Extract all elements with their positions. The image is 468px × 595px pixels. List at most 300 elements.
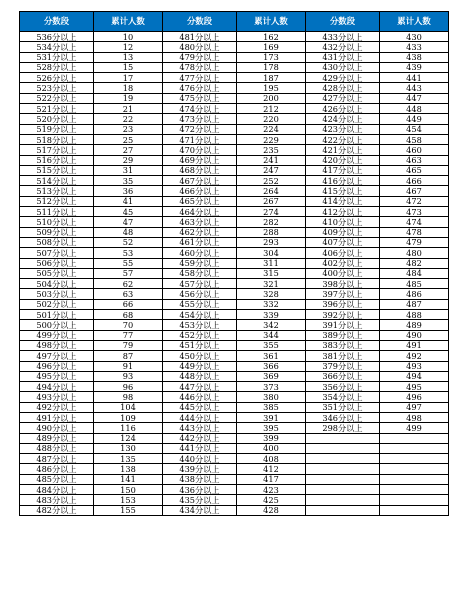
cumulative-count-cell: 169: [237, 42, 306, 52]
score-distribution-table: [19, 11, 449, 516]
score-range-cell: 346分以上: [306, 412, 380, 422]
table-row: [20, 134, 449, 144]
cumulative-count-cell: [380, 464, 449, 474]
score-range-cell: 426分以上: [306, 104, 380, 114]
score-range-cell: 464分以上: [163, 207, 237, 217]
cumulative-count-cell: 492: [380, 351, 449, 361]
cumulative-count-cell: 449: [380, 114, 449, 124]
score-range-cell: 466分以上: [163, 186, 237, 196]
score-range-cell: 379分以上: [306, 361, 380, 371]
score-range-cell: 422分以上: [306, 134, 380, 144]
cumulative-count-cell: 66: [94, 299, 163, 309]
score-range-cell: 528分以上: [20, 62, 94, 72]
cumulative-count-cell: 428: [237, 505, 306, 515]
score-range-cell: 421分以上: [306, 145, 380, 155]
score-range-cell: 501分以上: [20, 310, 94, 320]
score-range-cell: 417分以上: [306, 165, 380, 175]
cumulative-count-cell: 29: [94, 155, 163, 165]
score-range-cell: 429分以上: [306, 73, 380, 83]
table-row: [20, 330, 449, 340]
score-range-cell: 389分以上: [306, 330, 380, 340]
cumulative-count-cell: 141: [94, 474, 163, 484]
cumulative-count-cell: 22: [94, 114, 163, 124]
cumulative-count-cell: 332: [237, 299, 306, 309]
table-body: [20, 32, 449, 516]
score-range-cell: [306, 464, 380, 474]
score-range-cell: 512分以上: [20, 196, 94, 206]
cumulative-count-cell: 55: [94, 258, 163, 268]
score-range-cell: 400分以上: [306, 268, 380, 278]
score-range-cell: 423分以上: [306, 124, 380, 134]
cumulative-count-cell: 342: [237, 320, 306, 330]
table-row: [20, 227, 449, 237]
score-range-cell: 494分以上: [20, 382, 94, 392]
cumulative-count-cell: 293: [237, 237, 306, 247]
score-range-cell: 481分以上: [163, 32, 237, 42]
score-range-cell: [306, 433, 380, 443]
table-row: [20, 361, 449, 371]
score-range-cell: 493分以上: [20, 392, 94, 402]
cumulative-count-cell: 460: [380, 145, 449, 155]
cumulative-count-cell: 482: [380, 258, 449, 268]
cumulative-count-cell: 491: [380, 340, 449, 350]
score-range-cell: 441分以上: [163, 443, 237, 453]
cumulative-count-cell: 178: [237, 62, 306, 72]
score-range-cell: 397分以上: [306, 289, 380, 299]
table-row: [20, 186, 449, 196]
cumulative-count-cell: 57: [94, 268, 163, 278]
cumulative-count-cell: 489: [380, 320, 449, 330]
score-range-cell: 484分以上: [20, 485, 94, 495]
score-range-cell: [306, 474, 380, 484]
cumulative-count-cell: 25: [94, 134, 163, 144]
score-range-cell: 523分以上: [20, 83, 94, 93]
score-range-cell: 459分以上: [163, 258, 237, 268]
header-score-range-2: 分数段: [163, 12, 237, 32]
cumulative-count-cell: 487: [380, 299, 449, 309]
score-range-cell: 497分以上: [20, 351, 94, 361]
score-range-cell: 487分以上: [20, 454, 94, 464]
cumulative-count-cell: 13: [94, 52, 163, 62]
table-row: [20, 93, 449, 103]
table-row: [20, 217, 449, 227]
score-range-cell: 522分以上: [20, 93, 94, 103]
cumulative-count-cell: 27: [94, 145, 163, 155]
table-row: [20, 145, 449, 155]
cumulative-count-cell: 369: [237, 371, 306, 381]
header-score-range-3: 分数段: [306, 12, 380, 32]
cumulative-count-cell: 135: [94, 454, 163, 464]
cumulative-count-cell: 150: [94, 485, 163, 495]
table-row: [20, 340, 449, 350]
score-range-cell: 428分以上: [306, 83, 380, 93]
cumulative-count-cell: 282: [237, 217, 306, 227]
cumulative-count-cell: 162: [237, 32, 306, 42]
score-range-cell: 521分以上: [20, 104, 94, 114]
cumulative-count-cell: 467: [380, 186, 449, 196]
cumulative-count-cell: 104: [94, 402, 163, 412]
score-range-cell: 526分以上: [20, 73, 94, 83]
table-row: [20, 474, 449, 484]
table-row: [20, 248, 449, 258]
cumulative-count-cell: 53: [94, 248, 163, 258]
cumulative-count-cell: 304: [237, 248, 306, 258]
cumulative-count-cell: 399: [237, 433, 306, 443]
cumulative-count-cell: 493: [380, 361, 449, 371]
score-range-cell: 473分以上: [163, 114, 237, 124]
score-range-cell: 474分以上: [163, 104, 237, 114]
cumulative-count-cell: 116: [94, 423, 163, 433]
score-range-cell: 396分以上: [306, 299, 380, 309]
score-range-cell: 489分以上: [20, 433, 94, 443]
table-row: [20, 42, 449, 52]
cumulative-count-cell: 124: [94, 433, 163, 443]
table-row: [20, 165, 449, 175]
cumulative-count-cell: 220: [237, 114, 306, 124]
cumulative-count-cell: 395: [237, 423, 306, 433]
cumulative-count-cell: 472: [380, 196, 449, 206]
score-range-cell: 509分以上: [20, 227, 94, 237]
cumulative-count-cell: [380, 474, 449, 484]
table-row: [20, 485, 449, 495]
table-row: [20, 412, 449, 422]
header-cumulative-count-2: 累计人数: [237, 12, 306, 32]
score-range-cell: 496分以上: [20, 361, 94, 371]
score-range-cell: 477分以上: [163, 73, 237, 83]
score-range-cell: 476分以上: [163, 83, 237, 93]
table-row: [20, 258, 449, 268]
score-range-cell: 510分以上: [20, 217, 94, 227]
score-range-cell: 468分以上: [163, 165, 237, 175]
score-range-cell: 511分以上: [20, 207, 94, 217]
score-range-cell: 453分以上: [163, 320, 237, 330]
cumulative-count-cell: 77: [94, 330, 163, 340]
score-range-cell: 482分以上: [20, 505, 94, 515]
score-range-cell: 424分以上: [306, 114, 380, 124]
table-row: [20, 310, 449, 320]
score-range-cell: 366分以上: [306, 371, 380, 381]
table-row: [20, 320, 449, 330]
cumulative-count-cell: 96: [94, 382, 163, 392]
score-range-cell: 515分以上: [20, 165, 94, 175]
score-range-cell: 480分以上: [163, 42, 237, 52]
score-range-cell: 467分以上: [163, 176, 237, 186]
cumulative-count-cell: [380, 454, 449, 464]
cumulative-count-cell: 87: [94, 351, 163, 361]
cumulative-count-cell: 473: [380, 207, 449, 217]
score-range-cell: 506分以上: [20, 258, 94, 268]
cumulative-count-cell: 200: [237, 93, 306, 103]
cumulative-count-cell: 31: [94, 165, 163, 175]
cumulative-count-cell: 412: [237, 464, 306, 474]
cumulative-count-cell: 21: [94, 104, 163, 114]
cumulative-count-cell: 274: [237, 207, 306, 217]
cumulative-count-cell: 63: [94, 289, 163, 299]
score-range-cell: 454分以上: [163, 310, 237, 320]
cumulative-count-cell: 173: [237, 52, 306, 62]
cumulative-count-cell: 35: [94, 176, 163, 186]
table-row: [20, 464, 449, 474]
score-range-cell: 414分以上: [306, 196, 380, 206]
cumulative-count-cell: 19: [94, 93, 163, 103]
cumulative-count-cell: [380, 433, 449, 443]
score-range-cell: 446分以上: [163, 392, 237, 402]
cumulative-count-cell: 328: [237, 289, 306, 299]
score-range-cell: 472分以上: [163, 124, 237, 134]
score-range-cell: 439分以上: [163, 464, 237, 474]
cumulative-count-cell: 465: [380, 165, 449, 175]
cumulative-count-cell: 315: [237, 268, 306, 278]
score-range-cell: 402分以上: [306, 258, 380, 268]
score-range-cell: 442分以上: [163, 433, 237, 443]
cumulative-count-cell: 458: [380, 134, 449, 144]
score-range-cell: 492分以上: [20, 402, 94, 412]
cumulative-count-cell: 466: [380, 176, 449, 186]
score-range-cell: 451分以上: [163, 340, 237, 350]
cumulative-count-cell: 355: [237, 340, 306, 350]
score-range-cell: 470分以上: [163, 145, 237, 155]
cumulative-count-cell: 48: [94, 227, 163, 237]
score-range-cell: 433分以上: [306, 32, 380, 42]
score-range-cell: 485分以上: [20, 474, 94, 484]
score-range-cell: 431分以上: [306, 52, 380, 62]
cumulative-count-cell: 463: [380, 155, 449, 165]
score-range-cell: 456分以上: [163, 289, 237, 299]
cumulative-count-cell: 380: [237, 392, 306, 402]
cumulative-count-cell: 490: [380, 330, 449, 340]
score-range-cell: 445分以上: [163, 402, 237, 412]
score-range-cell: 409分以上: [306, 227, 380, 237]
cumulative-count-cell: 130: [94, 443, 163, 453]
cumulative-count-cell: 153: [94, 495, 163, 505]
score-range-cell: 458分以上: [163, 268, 237, 278]
score-range-cell: 434分以上: [163, 505, 237, 515]
cumulative-count-cell: 366: [237, 361, 306, 371]
cumulative-count-cell: 264: [237, 186, 306, 196]
score-range-cell: 410分以上: [306, 217, 380, 227]
cumulative-count-cell: 494: [380, 371, 449, 381]
header-cumulative-count-3: 累计人数: [380, 12, 449, 32]
table-row: [20, 104, 449, 114]
score-range-cell: 356分以上: [306, 382, 380, 392]
cumulative-count-cell: 497: [380, 402, 449, 412]
score-range-cell: 534分以上: [20, 42, 94, 52]
cumulative-count-cell: 212: [237, 104, 306, 114]
score-range-cell: 407分以上: [306, 237, 380, 247]
score-range-cell: 516分以上: [20, 155, 94, 165]
cumulative-count-cell: 484: [380, 268, 449, 278]
score-range-cell: 486分以上: [20, 464, 94, 474]
cumulative-count-cell: 485: [380, 279, 449, 289]
score-range-cell: 450分以上: [163, 351, 237, 361]
table-row: [20, 62, 449, 72]
score-range-cell: 478分以上: [163, 62, 237, 72]
cumulative-count-cell: 47: [94, 217, 163, 227]
table-row: [20, 382, 449, 392]
cumulative-count-cell: 499: [380, 423, 449, 433]
score-range-cell: 298分以上: [306, 423, 380, 433]
table-row: [20, 32, 449, 42]
table-row: [20, 83, 449, 93]
cumulative-count-cell: 68: [94, 310, 163, 320]
score-range-cell: 491分以上: [20, 412, 94, 422]
cumulative-count-cell: 474: [380, 217, 449, 227]
score-range-cell: 415分以上: [306, 186, 380, 196]
score-range-cell: 354分以上: [306, 392, 380, 402]
cumulative-count-cell: 408: [237, 454, 306, 464]
cumulative-count-cell: 448: [380, 104, 449, 114]
score-range-cell: 416分以上: [306, 176, 380, 186]
cumulative-count-cell: 391: [237, 412, 306, 422]
cumulative-count-cell: 454: [380, 124, 449, 134]
score-range-cell: 462分以上: [163, 227, 237, 237]
score-range-cell: 461分以上: [163, 237, 237, 247]
score-range-cell: 514分以上: [20, 176, 94, 186]
cumulative-count-cell: 15: [94, 62, 163, 72]
cumulative-count-cell: 12: [94, 42, 163, 52]
cumulative-count-cell: [380, 485, 449, 495]
score-range-cell: 519分以上: [20, 124, 94, 134]
score-range-cell: 471分以上: [163, 134, 237, 144]
score-range-cell: 475分以上: [163, 93, 237, 103]
table-row: [20, 237, 449, 247]
score-range-cell: 440分以上: [163, 454, 237, 464]
cumulative-count-cell: 23: [94, 124, 163, 134]
score-range-cell: 427分以上: [306, 93, 380, 103]
table-row: [20, 495, 449, 505]
score-range-cell: 460分以上: [163, 248, 237, 258]
cumulative-count-cell: 496: [380, 392, 449, 402]
table-row: [20, 176, 449, 186]
score-range-cell: 406分以上: [306, 248, 380, 258]
score-range-cell: 398分以上: [306, 279, 380, 289]
table-row: [20, 155, 449, 165]
cumulative-count-cell: 79: [94, 340, 163, 350]
cumulative-count-cell: 62: [94, 279, 163, 289]
cumulative-count-cell: 195: [237, 83, 306, 93]
score-range-cell: 504分以上: [20, 279, 94, 289]
table-row: [20, 73, 449, 83]
score-range-cell: 520分以上: [20, 114, 94, 124]
cumulative-count-cell: 479: [380, 237, 449, 247]
table-row: [20, 52, 449, 62]
cumulative-count-cell: 252: [237, 176, 306, 186]
cumulative-count-cell: 91: [94, 361, 163, 371]
cumulative-count-cell: 447: [380, 93, 449, 103]
score-range-cell: 517分以上: [20, 145, 94, 155]
cumulative-count-cell: 498: [380, 412, 449, 422]
score-range-cell: 499分以上: [20, 330, 94, 340]
score-range-cell: 448分以上: [163, 371, 237, 381]
score-range-cell: 503分以上: [20, 289, 94, 299]
cumulative-count-cell: 241: [237, 155, 306, 165]
cumulative-count-cell: 52: [94, 237, 163, 247]
cumulative-count-cell: 70: [94, 320, 163, 330]
score-range-cell: 505分以上: [20, 268, 94, 278]
cumulative-count-cell: 344: [237, 330, 306, 340]
cumulative-count-cell: 430: [380, 32, 449, 42]
cumulative-count-cell: 373: [237, 382, 306, 392]
cumulative-count-cell: 385: [237, 402, 306, 412]
cumulative-count-cell: 443: [380, 83, 449, 93]
cumulative-count-cell: 438: [380, 52, 449, 62]
cumulative-count-cell: 41: [94, 196, 163, 206]
score-range-cell: 483分以上: [20, 495, 94, 505]
table-row: [20, 351, 449, 361]
score-range-cell: 452分以上: [163, 330, 237, 340]
table-row: [20, 371, 449, 381]
cumulative-count-cell: 361: [237, 351, 306, 361]
table-row: [20, 207, 449, 217]
cumulative-count-cell: 138: [94, 464, 163, 474]
table-row: [20, 299, 449, 309]
header-cumulative-count-1: 累计人数: [94, 12, 163, 32]
cumulative-count-cell: 433: [380, 42, 449, 52]
table-row: [20, 402, 449, 412]
cumulative-count-cell: 311: [237, 258, 306, 268]
table-row: [20, 289, 449, 299]
cumulative-count-cell: 10: [94, 32, 163, 42]
cumulative-count-cell: 267: [237, 196, 306, 206]
table-row: [20, 443, 449, 453]
header-score-range-1: 分数段: [20, 12, 94, 32]
score-range-cell: 392分以上: [306, 310, 380, 320]
table-row: [20, 392, 449, 402]
cumulative-count-cell: 321: [237, 279, 306, 289]
cumulative-count-cell: 235: [237, 145, 306, 155]
score-range-cell: 420分以上: [306, 155, 380, 165]
score-range-cell: 449分以上: [163, 361, 237, 371]
score-range-cell: 536分以上: [20, 32, 94, 42]
score-range-cell: 438分以上: [163, 474, 237, 484]
table-row: [20, 505, 449, 515]
cumulative-count-cell: [380, 505, 449, 515]
cumulative-count-cell: 224: [237, 124, 306, 134]
score-range-cell: 500分以上: [20, 320, 94, 330]
score-range-cell: 502分以上: [20, 299, 94, 309]
score-range-cell: 518分以上: [20, 134, 94, 144]
cumulative-count-cell: 423: [237, 485, 306, 495]
score-range-cell: 444分以上: [163, 412, 237, 422]
score-range-cell: [306, 505, 380, 515]
table-row: [20, 454, 449, 464]
score-range-cell: 463分以上: [163, 217, 237, 227]
score-range-cell: 465分以上: [163, 196, 237, 206]
score-range-cell: [306, 443, 380, 453]
score-range-cell: [306, 485, 380, 495]
table-row: [20, 114, 449, 124]
table-row: [20, 433, 449, 443]
score-range-cell: [306, 495, 380, 505]
cumulative-count-cell: 425: [237, 495, 306, 505]
cumulative-count-cell: 495: [380, 382, 449, 392]
score-range-cell: 507分以上: [20, 248, 94, 258]
score-range-cell: 381分以上: [306, 351, 380, 361]
score-range-cell: 383分以上: [306, 340, 380, 350]
table-row: [20, 423, 449, 433]
score-range-cell: 455分以上: [163, 299, 237, 309]
score-range-cell: 531分以上: [20, 52, 94, 62]
cumulative-count-cell: 17: [94, 73, 163, 83]
cumulative-count-cell: 109: [94, 412, 163, 422]
cumulative-count-cell: 486: [380, 289, 449, 299]
cumulative-count-cell: 93: [94, 371, 163, 381]
table-row: [20, 268, 449, 278]
score-range-cell: 443分以上: [163, 423, 237, 433]
table-row: [20, 196, 449, 206]
table-header: [20, 12, 449, 32]
score-range-cell: 430分以上: [306, 62, 380, 72]
